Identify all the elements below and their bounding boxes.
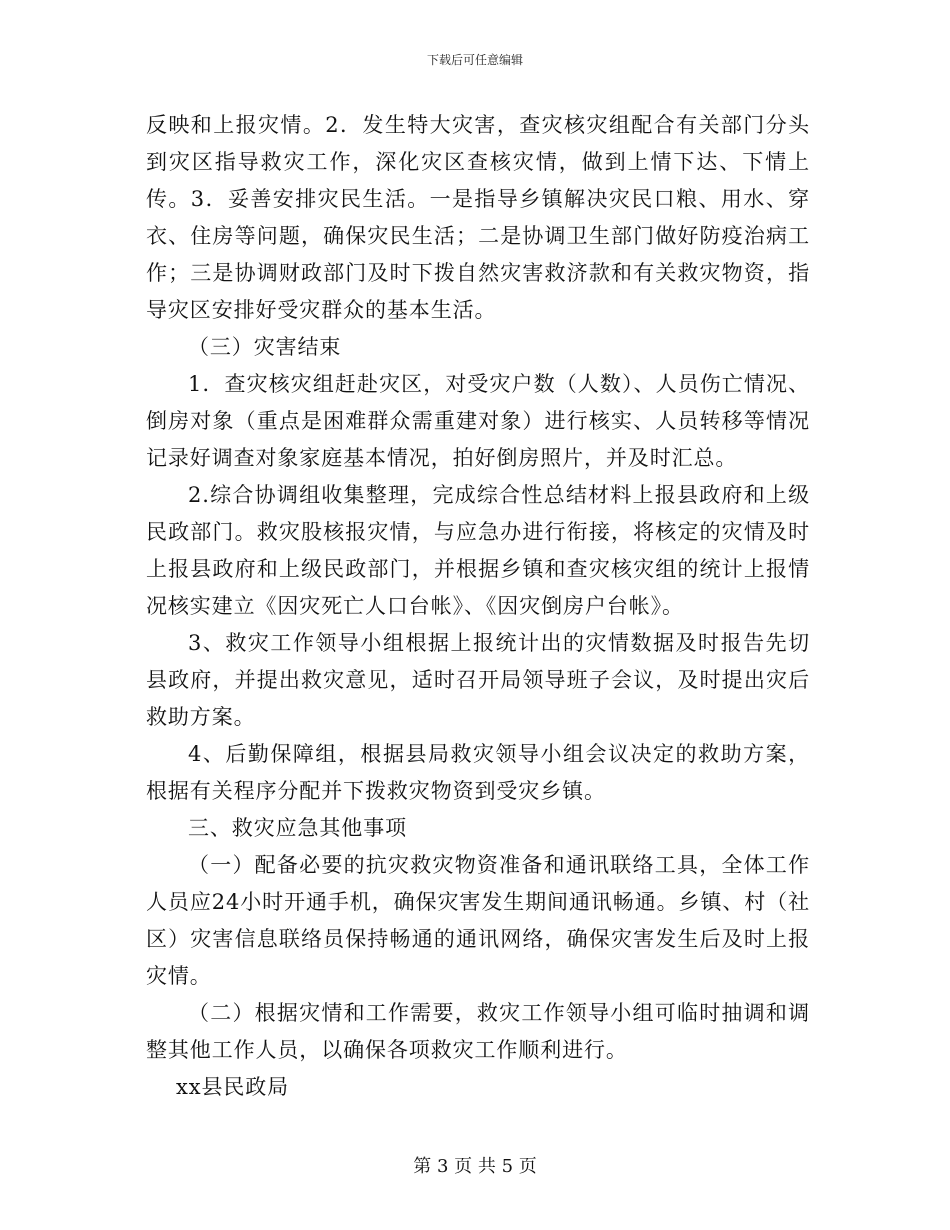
paragraph-disaster-response: 反映和上报灾情。2．发生特大灾害，查灾核灾组配合有关部门分头到灾区指导救灾工作，深化灾区查核灾情，做到上情下达、下情上传。3．妥善安排灾民生活。一是指导乡镇解决灾民口粮、用水、穿衣、住房等问题，确保灾民生活；二是协调卫生部门做好防疫治病工作；三是协调财政部门及时下拨自然灾害救济款和有关救灾物资，指导灾区安排好受灾群众的基本生活。 bbox=[146, 113, 810, 322]
paragraph-leadership-report: 3、救灾工作领导小组根据上报统计出的灾情数据及时报告先切县政府，并提出救灾意见，适时召开局领导班子会议，及时提出灾后救助方案。 bbox=[146, 631, 810, 729]
paragraph-logistics: 4、后勤保障组，根据县局救灾领导小组会议决定的救助方案，根据有关程序分配并下拨救灾物资到受灾乡镇。 bbox=[146, 742, 810, 803]
page-number: 第 3 页 共 5 页 bbox=[413, 1156, 537, 1177]
paragraph-communication: （一）配备必要的抗灾救灾物资准备和通讯联络工具，全体工作人员应24小时开通手机，确保灾害发生期间通讯畅通。乡镇、村（社区）灾害信息联络员保持畅通的通讯网络，确保灾害发生后及时上报灾情。 bbox=[146, 853, 810, 988]
heading-disaster-end: （三）灾害结束 bbox=[188, 335, 342, 359]
paragraph-staffing: （二）根据灾情和工作需要，救灾工作领导小组可临时抽调和调整其他工作人员，以确保各项救灾工作顺利进行。 bbox=[146, 1001, 810, 1062]
page-header-note: 下载后可任意编辑 bbox=[426, 53, 523, 67]
document-body bbox=[146, 107, 810, 1106]
heading-other-matters: 三、救灾应急其他事项 bbox=[188, 816, 407, 840]
paragraph-verification: 1．查灾核灾组赶赴灾区，对受灾户数（人数）、人员伤亡情况、倒房对象（重点是困难群众需重建对象）进行核实、人员转移等情况记录好调查对象家庭基本情况，拍好倒房照片，并及时汇总。 bbox=[146, 372, 810, 470]
paragraph-coordination: 2.综合协调组收集整理，完成综合性总结材料上报县政府和上级民政部门。救灾股核报灾情，与应急办进行衔接，将核定的灾情及时上报县政府和上级民政部门，并根据乡镇和查灾核灾组的统计上报情况核实建立《因灾死亡人口台帐》、《因灾倒房户台帐》。 bbox=[146, 483, 810, 618]
signature-bureau: xx县民政局 bbox=[176, 1075, 290, 1099]
